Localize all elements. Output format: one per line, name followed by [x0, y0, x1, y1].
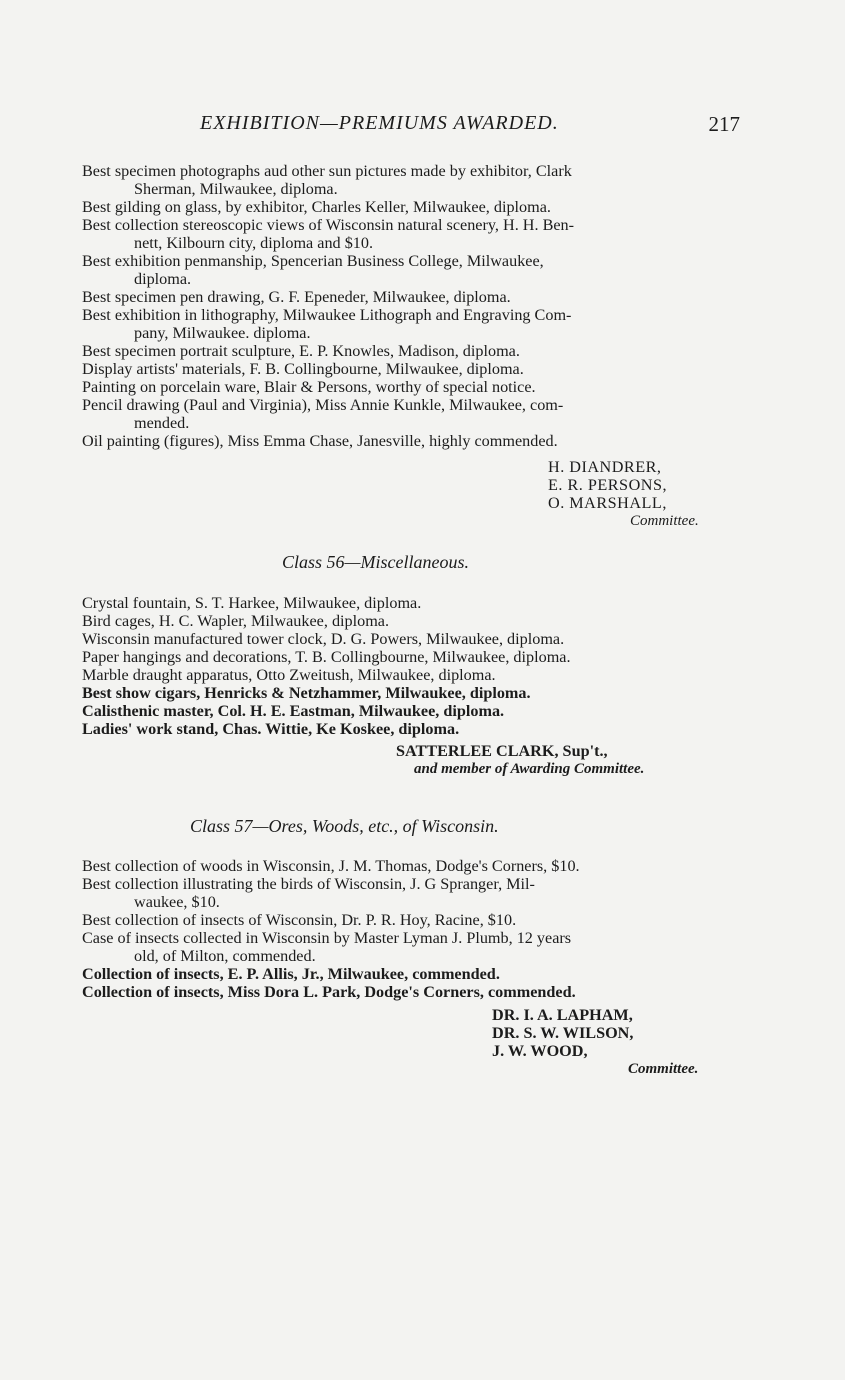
award-entry: Marble draught apparatus, Otto Zweitush, Milwaukee, diploma.	[82, 666, 496, 684]
running-title: EXHIBITION—PREMIUMS AWARDED.	[200, 112, 559, 134]
running-header	[80, 112, 740, 142]
award-entry: Oil painting (figures), Miss Emma Chase, Janesville, highly commended.	[82, 432, 558, 450]
class-56-list	[82, 594, 738, 738]
award-entry: Best exhibition in lithography, Milwaukee Lithograph and Engraving Com- pany, Milwaukee. diploma.	[82, 306, 572, 342]
award-entry: Bird cages, H. C. Wapler, Milwaukee, diploma.	[82, 612, 390, 630]
award-entry: Paper hangings and decorations, T. B. Collingbourne, Milwaukee, diploma.	[82, 648, 571, 666]
award-entry: Best collection stereoscopic views of Wisconsin natural scenery, H. H. Ben- nett, Kilbourn city, diploma and $10.	[82, 216, 575, 252]
signatory-name: DR. I. A. LAPHAM,	[492, 1006, 633, 1024]
award-entry: Best gilding on glass, by exhibitor, Charles Keller, Milwaukee, diploma.	[82, 198, 551, 216]
award-entry: Best specimen pen drawing, G. F. Epeneder, Milwaukee, diploma.	[82, 288, 511, 306]
committee-signature-1	[548, 458, 748, 530]
signatory-name: DR. S. W. WILSON,	[492, 1024, 634, 1042]
signatory-name: J. W. WOOD,	[492, 1042, 588, 1060]
superintendent-signature	[396, 742, 736, 778]
award-entry: Best specimen photographs aud other sun pictures made by exhibitor, Clark Sherman, Milwaukee, diploma.	[82, 162, 572, 198]
signatory-name: E. R. PERSONS,	[548, 476, 667, 494]
award-entry: Collection of insects, Miss Dora L. Park, Dodge's Corners, commended.	[82, 983, 576, 1001]
award-entry: Crystal fountain, S. T. Harkee, Milwaukee, diploma.	[82, 594, 422, 612]
committee-label: Committee.	[630, 513, 699, 529]
art-awards-list	[82, 162, 738, 450]
award-entry: Best exhibition penmanship, Spencerian Business College, Milwaukee, diploma.	[82, 252, 544, 288]
class-57-heading: Class 57—Ores, Woods, etc., of Wisconsin.	[190, 816, 499, 836]
award-entry: Wisconsin manufactured tower clock, D. G. Powers, Milwaukee, diploma.	[82, 630, 565, 648]
award-entry: Best show cigars, Henricks & Netzhammer, Milwaukee, diploma.	[82, 684, 531, 702]
award-entry: Best collection of woods in Wisconsin, J. M. Thomas, Dodge's Corners, $10.	[82, 857, 580, 875]
award-entry: Painting on porcelain ware, Blair & Persons, worthy of special notice.	[82, 378, 536, 396]
award-entry: Best specimen portrait sculpture, E. P. Knowles, Madison, diploma.	[82, 342, 520, 360]
committee-label: Committee.	[628, 1061, 699, 1077]
signatory-name: SATTERLEE CLARK, Sup't.,	[396, 742, 608, 760]
award-entry: Display artists' materials, F. B. Collingbourne, Milwaukee, diploma.	[82, 360, 524, 378]
page-number: 217	[708, 112, 740, 136]
award-entry: Pencil drawing (Paul and Virginia), Miss Annie Kunkle, Milwaukee, com- mended.	[82, 396, 564, 432]
award-entry: Best collection illustrating the birds of Wisconsin, J. G Spranger, Mil- waukee, $10.	[82, 875, 535, 911]
signatory-role: and member of Awarding Committee.	[414, 761, 645, 777]
award-entry: Calisthenic master, Col. H. E. Eastman, Milwaukee, diploma.	[82, 702, 505, 720]
committee-signature-2	[492, 1006, 732, 1078]
class-56-heading: Class 56—Miscellaneous.	[282, 552, 469, 572]
signatory-name: H. DIANDRER,	[548, 458, 662, 476]
award-entry: Ladies' work stand, Chas. Wittie, Ke Koskee, diploma.	[82, 720, 460, 738]
signatory-name: O. MARSHALL,	[548, 494, 667, 512]
award-entry: Best collection of insects of Wisconsin, Dr. P. R. Hoy, Racine, $10.	[82, 911, 517, 929]
award-entry: Collection of insects, E. P. Allis, Jr., Milwaukee, commended.	[82, 965, 500, 983]
award-entry: Case of insects collected in Wisconsin by Master Lyman J. Plumb, 12 years old, of Milton, commended.	[82, 929, 572, 965]
class-57-list	[82, 857, 738, 1001]
